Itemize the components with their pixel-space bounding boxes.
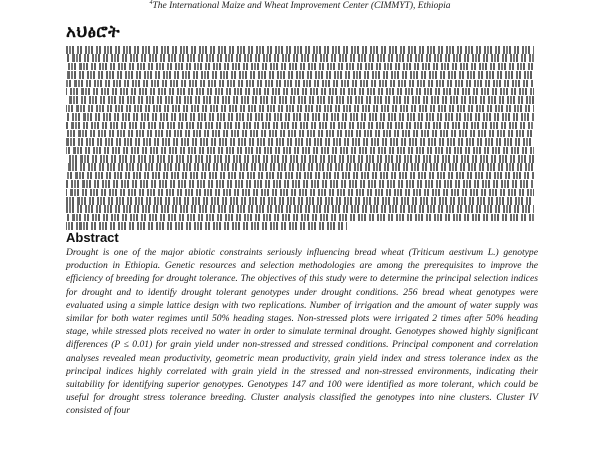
amharic-text-line — [66, 163, 534, 171]
amharic-text-line — [66, 205, 534, 213]
affiliation-text: The International Maize and Wheat Improvement Center (CIMMYT), Ethiopia — [152, 1, 451, 12]
amharic-text-line — [66, 189, 534, 197]
amharic-text-line — [66, 197, 534, 205]
amharic-text-line — [66, 155, 534, 163]
amharic-text-line — [66, 80, 534, 88]
amharic-text-line — [66, 54, 534, 62]
amharic-text-line — [66, 147, 534, 155]
amharic-text-line — [66, 222, 347, 230]
affiliation-marker: 4 — [149, 0, 153, 6]
amharic-text-line — [66, 63, 534, 71]
abstract-heading: Abstract — [66, 230, 119, 245]
amharic-text-line — [66, 172, 534, 180]
abstract-body: Drought is one of the major abiotic constraints seriously influencing bread wheat (Triticum aestivum L.) genotype production in Ethiopia. Genetic resources and selection methodologies are among the prerequisites to improve the efficiency of breeding for drought tolerance. The objectives of this study were to determine the principal selection indices for drought and to identify drought tolerant genotypes under drought conditions. 256 bread wheat genotypes were evaluated using a simple lattice design with two replications. Number of irrigation and the amount of water supply was similar for both water regimes until 50% heading stages. Non-stressed plots were irrigated 2 times after 50% heading stage, while stressed plots received no water in order to simulate terminal drought. Genotypes showed highly significant differences (P ≤ 0.01) for grain yield under non-stressed and stressed conditions. Principal component and correlation analyses revealed mean productivity, geometric mean productivity, grain yield index and stress tolerance index as the principal indices highly correlated with grain yield in the stressed and non-stressed environments, indicating their suitability for identifying superior genotypes. Genotypes 147 and 100 were identified as more tolerant, which could be useful for drought stress tolerance breeding. Cluster analysis classified the genotypes into nine clusters. Cluster IV consisted of four — [66, 247, 538, 417]
amharic-text-line — [66, 71, 534, 79]
amharic-text-line — [66, 88, 534, 96]
amharic-text-line — [66, 105, 534, 113]
amharic-text-line — [66, 138, 534, 146]
amharic-text-line — [66, 96, 534, 104]
amharic-text-line — [66, 180, 534, 188]
amharic-text-line — [66, 130, 534, 138]
amharic-abstract-body — [66, 46, 534, 238]
amharic-abstract-heading: አህፅሮት — [66, 22, 121, 42]
amharic-text-line — [66, 46, 534, 54]
amharic-text-line — [66, 122, 534, 130]
amharic-text-line — [66, 214, 534, 222]
affiliation-line — [0, 0, 600, 11]
amharic-text-line — [66, 113, 534, 121]
